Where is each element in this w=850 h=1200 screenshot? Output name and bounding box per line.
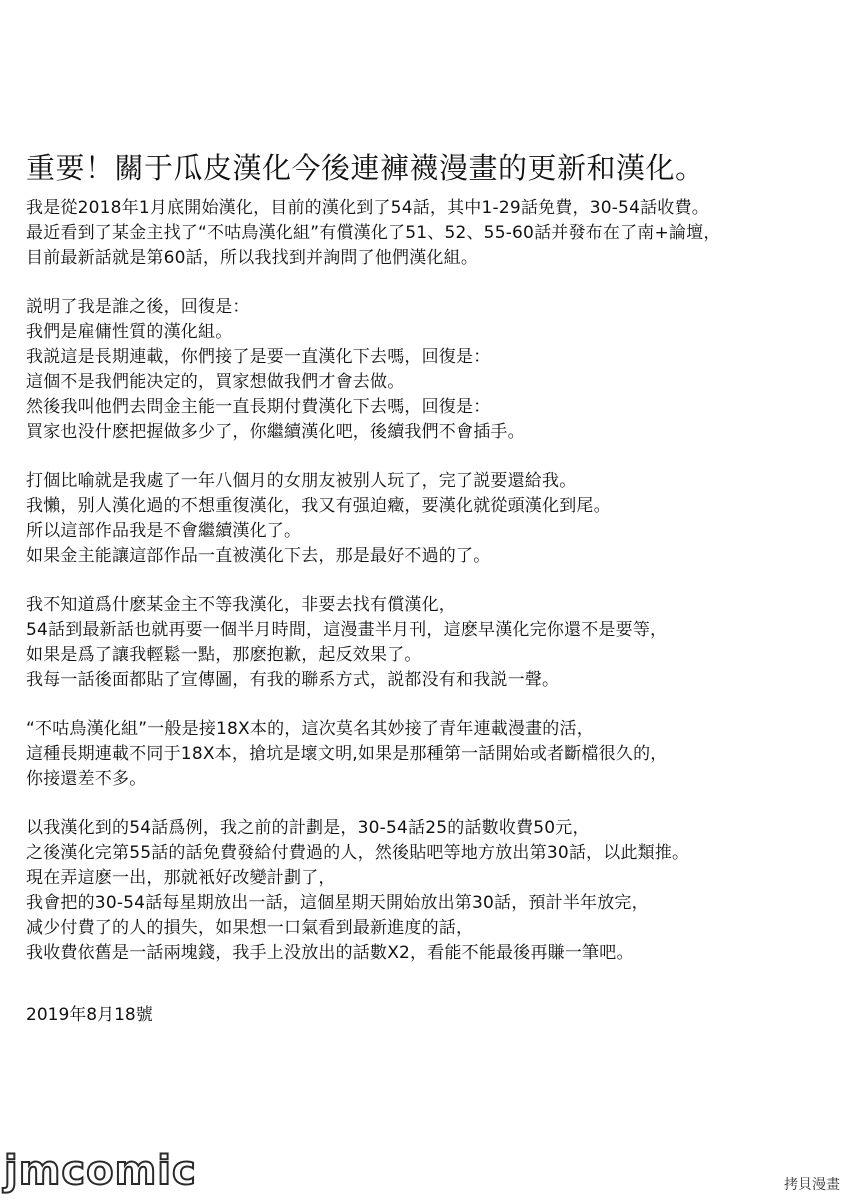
text-line: 所以這部作品我是不會繼續漢化了。 — [26, 521, 302, 541]
text-line: 買家也没什麽把握做多少了，你繼續漢化吧，後續我們不會插手。 — [26, 422, 525, 442]
text-line: 减少付費了的人的損失，如果想一口氣看到最新進度的話， — [26, 918, 474, 938]
text-line: 這種長期連載不同于18X本，搶坑是壞文明,如果是那種第一話開始或者斷檔很久的， — [26, 744, 668, 764]
text-line: 我們是雇傭性質的漢化組。 — [26, 322, 233, 342]
text-line: 打個比喻就是我處了一年八個月的女朋友被别人玩了，完了説要還給我。 — [26, 471, 577, 491]
paragraph — [26, 196, 836, 271]
page-title: 重要！關于瓜皮漢化今後連褲襪漫畫的更新和漢化。 — [26, 151, 705, 185]
text-line: 我懶，别人漢化過的不想重復漢化，我又有强迫癥，要漢化就從頭漢化到尾。 — [26, 496, 611, 516]
text-line: 之後漢化完第55話的話免費發給付費過的人，然後貼吧等地方放出第30話，以此類推。 — [26, 843, 690, 863]
paragraph — [26, 717, 836, 792]
letter-body — [26, 196, 836, 990]
text-line: “不咕鳥漢化組”一般是接18X本的，這次莫名其妙接了青年連載漫畫的活， — [26, 719, 594, 739]
text-line: 如果金主能讓這部作品一直被漢化下去，那是最好不過的了。 — [26, 546, 491, 566]
text-line: 目前最新話就是第60話，所以我找到并詢問了他們漢化組。 — [26, 248, 479, 268]
watermark-text: 拷貝漫畫 — [784, 1177, 840, 1193]
paragraph — [26, 469, 836, 569]
text-line: 最近看到了某金主找了“不咕鳥漢化組”有償漢化了51、52、55-60話并發布在了南+論壇， — [26, 223, 721, 243]
watermark-logo: jmcomic — [4, 1148, 197, 1194]
text-line: 你接還差不多。 — [26, 769, 147, 789]
text-line: 我每一話後面都貼了宣傳圖，有我的聯系方式，説都没有和我説一聲。 — [26, 670, 560, 690]
text-line: 然後我叫他們去問金主能一直長期付費漢化下去嗎，回復是： — [26, 397, 491, 417]
text-line: 我不知道爲什麽某金主不等我漢化，非要去找有償漢化， — [26, 595, 456, 615]
text-line: 我會把的30-54話每星期放出一話，這個星期天開始放出第30話，預計半年放完， — [26, 893, 649, 913]
signature-date: 2019年8月18號 — [26, 1005, 153, 1025]
text-line: 現在弄這麽一出，那就衹好改變計劃了， — [26, 868, 336, 888]
text-line: 這個不是我們能决定的，買家想做我們才會去做。 — [26, 372, 405, 392]
text-line: 我説這是長期連載，你們接了是要一直漢化下去嗎，回復是： — [26, 347, 491, 367]
paragraph — [26, 593, 836, 693]
text-line: 説明了我是誰之後，回復是： — [26, 297, 250, 317]
text-line: 我收費依舊是一話兩塊錢，我手上没放出的話數X2，看能不能最後再賺一筆吧。 — [26, 943, 634, 963]
text-line: 如果是爲了讓我輕鬆一點，那麽抱歉，起反效果了。 — [26, 645, 422, 665]
paragraph — [26, 816, 836, 966]
text-line: 以我漢化到的54話爲例，我之前的計劃是，30-54話25的話數收費50元， — [26, 818, 590, 838]
text-line: 54話到最新話也就再要一個半月時間，這漫畫半月刊，這麽早漢化完你還不是要等， — [26, 620, 668, 640]
text-line: 我是從2018年1月底開始漢化，目前的漢化到了54話，其中1-29話免費，30-54話收費。 — [26, 198, 709, 218]
paragraph — [26, 295, 836, 445]
